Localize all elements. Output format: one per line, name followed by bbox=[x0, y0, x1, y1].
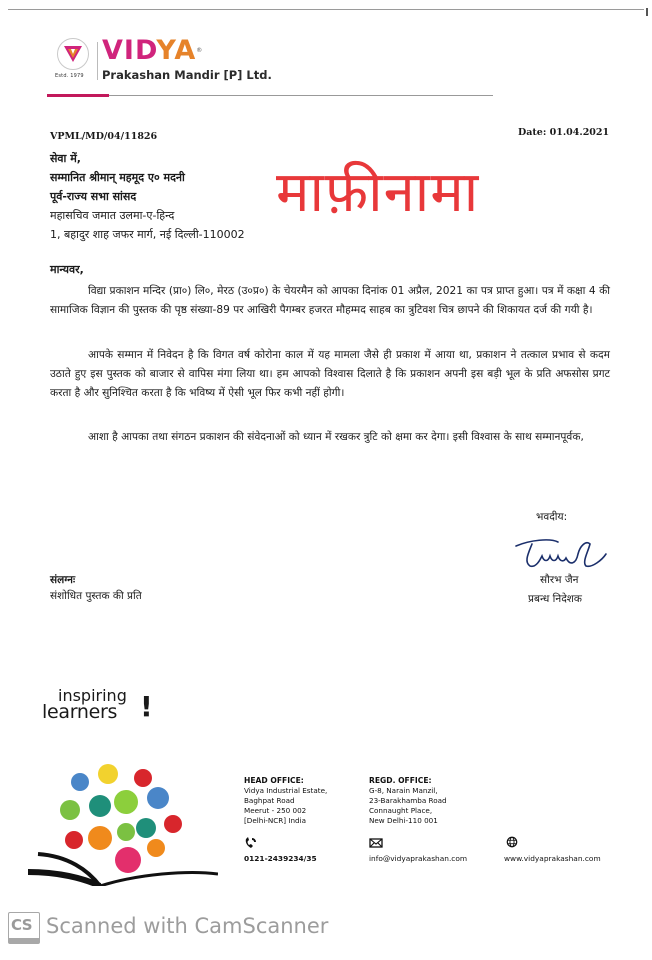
bubble-icon bbox=[136, 818, 156, 838]
registered-mark: ® bbox=[196, 47, 204, 54]
scan-edge-line bbox=[8, 9, 644, 10]
mail-icon bbox=[369, 837, 383, 849]
header-rule bbox=[47, 95, 493, 96]
head-office-address bbox=[244, 776, 327, 826]
bubble-icon bbox=[89, 795, 111, 817]
salutation: मान्यवर, bbox=[50, 263, 84, 276]
bubble-icon bbox=[147, 839, 165, 857]
bubble-icon bbox=[134, 769, 152, 787]
bubble-icon bbox=[65, 831, 83, 849]
email-address: info@vidyaprakashan.com bbox=[369, 854, 468, 863]
bubble-icon bbox=[114, 790, 138, 814]
recipient-address bbox=[50, 149, 245, 244]
bubble-icon bbox=[115, 847, 141, 873]
brand-subtitle: Prakashan Mandir [P] Ltd. bbox=[102, 68, 272, 82]
vidya-emblem-logo bbox=[57, 38, 89, 70]
header-rule-accent bbox=[47, 94, 109, 97]
address-line: सम्मानित श्रीमान् महमूद ए० मदनी bbox=[50, 171, 185, 184]
address-line: 1, बहादुर शाह जफर मार्ग, नई दिल्ली-110002 bbox=[50, 228, 245, 241]
v-emblem-icon bbox=[64, 46, 82, 62]
camscanner-badge-bar bbox=[9, 938, 39, 943]
learning-bubbles-book-illustration bbox=[28, 736, 218, 886]
regd-office-address bbox=[369, 776, 447, 826]
bubble-icon bbox=[98, 764, 118, 784]
address-line: सेवा में, bbox=[50, 152, 81, 165]
tagline-exclamation: ! bbox=[140, 690, 153, 723]
head-office-line: Vidya Industrial Estate, bbox=[244, 786, 328, 795]
signatory-title: प्रबन्ध निदेशक bbox=[528, 593, 582, 605]
camscanner-badge-text: CS bbox=[11, 916, 33, 934]
website-url: www.vidyaprakashan.com bbox=[504, 854, 601, 863]
body-paragraph: विद्या प्रकाशन मन्दिर (प्रा०) लि०, मेरठ (उ०प्र०) के चेयरमैन को आपका दिनांक 01 अप्रैल, 2021 का पत्र प्राप्त हुआ। पत्र में कक्षा 4 की सामाजिक विज्ञान की पुस्तक की पृष्ठ संख्या-89 पर आखिरी पैगम्बर हजरत मौहम्मद साहब का त्रुटिवश चित्र छापने की शिकायत दर्ज की गयी है। bbox=[50, 285, 610, 316]
regd-office-line: New Delhi-110 001 bbox=[369, 816, 438, 825]
bubble-icon bbox=[88, 826, 112, 850]
head-office-line: Meerut - 250 002 bbox=[244, 806, 307, 815]
head-office-line: [Delhi-NCR] India bbox=[244, 816, 307, 825]
brand-name bbox=[102, 36, 203, 66]
bubble-icon bbox=[117, 823, 135, 841]
body-paragraph: आशा है आपका तथा संगठन प्रकाशन की संवेदनाओं को ध्यान में रखकर त्रुटि को क्षमा कर देगा। इसी विश्वास के साथ सम्मानपूर्वक, bbox=[88, 431, 584, 443]
body-paragraph: आपके सम्मान में निवेदन है कि विगत वर्ष कोरोना काल में यह मामला जैसे ही प्रकाश में आया था, प्रकाशन ने तत्काल प्रभाव से कदम उठाते हुए इस पुस्तक को बाजार से वापिस मंगा लिया था। हम आपको विश्वास दिलाते है कि प्रकाशन अपनी इस बड़ी भूल के प्रति अफसोस प्रगट करता है और सुनिश्चित करता है कि भविष्य में ऐसी भूल फिर कभी नहीं होगी। bbox=[50, 349, 610, 399]
address-line: महासचिव जमात उलमा-ए-हिन्द bbox=[50, 209, 175, 222]
brand-name-accent: YA bbox=[156, 35, 197, 66]
regd-office-heading: REGD. OFFICE: bbox=[369, 776, 432, 785]
enclosure-item: संशोधित पुस्तक की प्रति bbox=[50, 590, 142, 602]
logo-divider bbox=[97, 42, 98, 80]
signatory-name: सौरभ जैन bbox=[540, 574, 579, 586]
bubble-icon bbox=[147, 787, 169, 809]
head-office-line: Baghpat Road bbox=[244, 796, 295, 805]
camscanner-watermark-text: Scanned with CamScanner bbox=[46, 914, 329, 938]
globe-icon bbox=[505, 836, 519, 848]
closing: भवदीय: bbox=[536, 511, 568, 523]
apology-stamp-title: माफ़ीनामा bbox=[276, 160, 480, 225]
reference-number: VPML/MD/04/11826 bbox=[50, 131, 158, 142]
scan-edge-mark bbox=[646, 8, 648, 16]
bubble-icon bbox=[60, 800, 80, 820]
bubble-icon bbox=[71, 773, 89, 791]
established-label: Estd. 1979 bbox=[55, 73, 84, 79]
book-page-right bbox=[100, 873, 218, 887]
regd-office-line: G-8, Narain Manzil, bbox=[369, 786, 438, 795]
enclosure-label: संलग्नः bbox=[50, 574, 76, 586]
phone-icon bbox=[244, 837, 258, 849]
phone-number: 0121-2439234/35 bbox=[244, 854, 317, 863]
regd-office-line: 23-Barakhamba Road bbox=[369, 796, 447, 805]
camscanner-logo bbox=[8, 912, 40, 944]
head-office-heading: HEAD OFFICE: bbox=[244, 776, 304, 785]
regd-office-line: Connaught Place, bbox=[369, 806, 433, 815]
bubble-icon bbox=[164, 815, 182, 833]
tagline-learners: learners bbox=[42, 701, 118, 723]
brand-name-main: VID bbox=[102, 35, 157, 66]
letter-date: Date: 01.04.2021 bbox=[518, 127, 610, 138]
handwritten-signature bbox=[510, 536, 610, 576]
tagline-inspiring: inspiring bbox=[58, 686, 127, 705]
address-line: पूर्व-राज्य सभा सांसद bbox=[50, 190, 137, 203]
